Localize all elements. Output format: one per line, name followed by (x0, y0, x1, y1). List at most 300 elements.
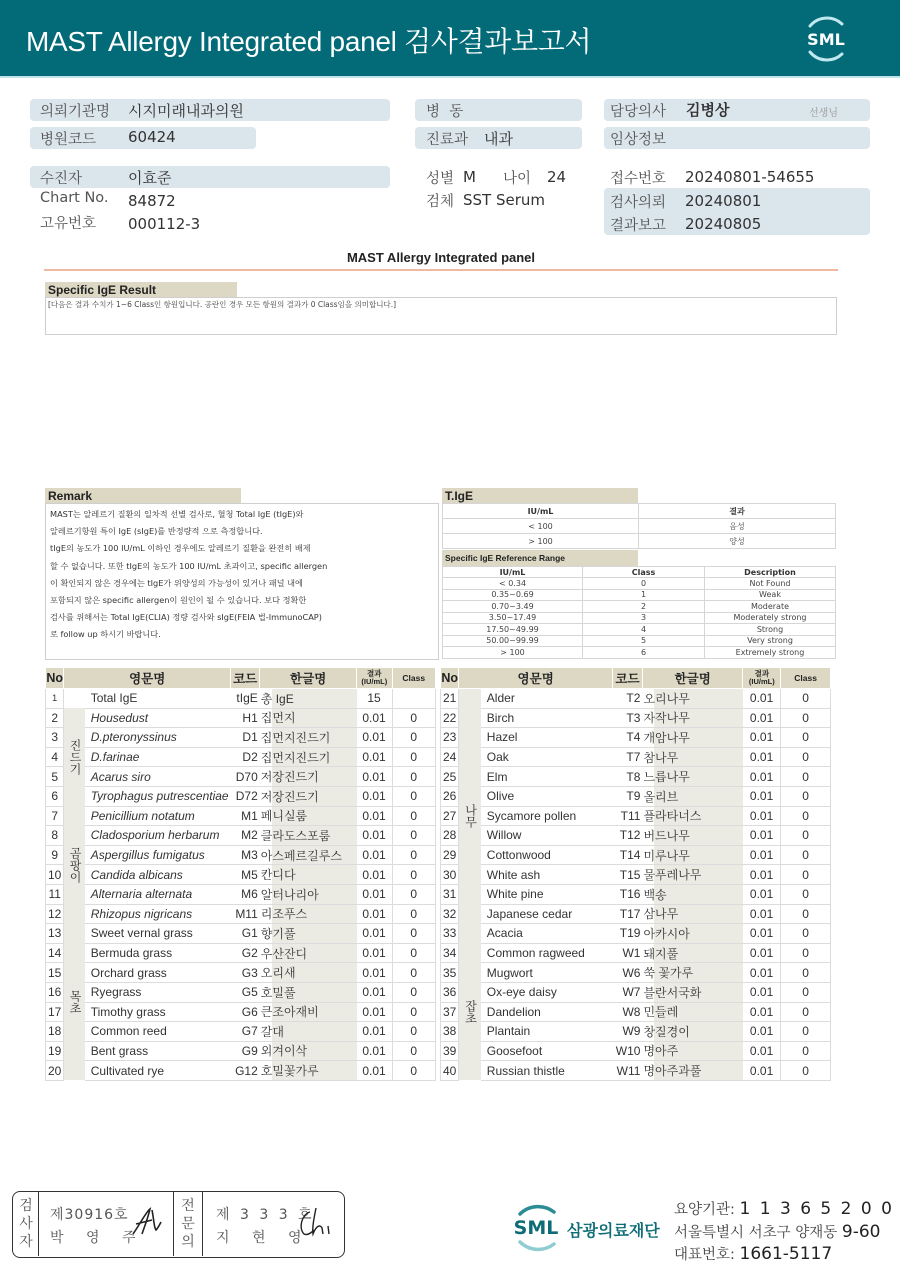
class-value: 0 (392, 826, 435, 846)
table-row (441, 845, 831, 865)
ref-row (443, 578, 836, 590)
header-result-unit: (IU/mL) (748, 677, 775, 686)
table-row (441, 1061, 831, 1081)
institution-label: 의뢰기관명 (40, 104, 111, 120)
table-row (441, 767, 831, 787)
result-value: 0.01 (743, 786, 781, 806)
header-code: 코드 (231, 668, 260, 689)
class-value: 0 (392, 747, 435, 767)
english-name: Birch (481, 708, 613, 728)
examiner-label-cell (13, 1192, 39, 1256)
table-row (441, 1002, 831, 1022)
result-value: 0.01 (357, 865, 392, 885)
row-number: 39 (441, 1041, 459, 1061)
english-name: Alternaria alternata (85, 884, 231, 904)
allergen-code: T14 (612, 845, 642, 865)
table-row (46, 708, 436, 728)
header-english-name: 영문명 (459, 668, 613, 689)
remark-line: 검사를 위해서는 Total IgE(CLIA) 정량 검사와 sIgE(FEIA 법-ImmunoCAP) (50, 612, 322, 623)
class-value: 0 (392, 1041, 435, 1061)
allergen-code: T19 (612, 924, 642, 944)
institution-value: 시지미래내과의원 (128, 102, 244, 120)
result-value: 0.01 (743, 943, 781, 963)
table-row (46, 1002, 436, 1022)
ref-range: 3.50~17.49 (443, 612, 583, 624)
hospital-code-value: 60424 (128, 128, 176, 146)
row-number: 4 (46, 747, 64, 767)
class-value: 0 (781, 904, 831, 924)
row-number: 14 (46, 943, 64, 963)
result-value: 0.01 (357, 747, 392, 767)
korean-name: 호밀꽃가루 (260, 1061, 357, 1081)
header-result (743, 668, 781, 689)
table-row (441, 826, 831, 846)
ref-range: 17.50~49.99 (443, 624, 583, 636)
korean-name: 참나무 (642, 747, 742, 767)
korean-name: 페니실룸 (260, 806, 357, 826)
tige-header-iu: IU/mL (443, 504, 639, 519)
header-no: No (441, 668, 459, 689)
sml-footer-logo-icon (508, 1198, 564, 1258)
row-number: 19 (46, 1041, 64, 1061)
table-row (441, 1022, 831, 1042)
allergen-code: T4 (612, 728, 642, 748)
result-value: 0.01 (743, 826, 781, 846)
result-value: 0.01 (743, 865, 781, 885)
row-number: 29 (441, 845, 459, 865)
korean-name: 민들레 (642, 1002, 742, 1022)
result-value: 0.01 (357, 806, 392, 826)
panel-divider (44, 269, 838, 271)
table-row (441, 982, 831, 1002)
table-row (441, 943, 831, 963)
remark-line: MAST는 알레르기 질환의 일차적 선별 검사로, 혈청 Total IgE (tIgE)와 (50, 509, 304, 519)
institution-code-label: 요양기관: (674, 1202, 735, 1218)
specimen-label: 검체 (426, 194, 455, 210)
korean-name: 집먼지진드기 (260, 728, 357, 748)
allergen-code: T9 (612, 786, 642, 806)
korean-name: 외겨이삭 (260, 1041, 357, 1061)
korean-name: 알터나리아 (260, 884, 357, 904)
allergen-code: G3 (231, 963, 260, 983)
receipt-no-value: 20240801-54655 (685, 168, 815, 186)
specialist-label: 전 문 의 (181, 1198, 195, 1250)
korean-name: 갈대 (260, 1022, 357, 1042)
header-code: 코드 (612, 668, 642, 689)
tige-table (442, 503, 836, 549)
class-value: 0 (392, 924, 435, 944)
korean-name: 향기풀 (260, 924, 357, 944)
row-number: 24 (441, 747, 459, 767)
english-name: Sycamore pollen (481, 806, 613, 826)
ref-row (443, 647, 836, 659)
allergen-code: M6 (231, 884, 260, 904)
english-name: Orchard grass (85, 963, 231, 983)
header-no: No (46, 668, 64, 689)
ref-class: 3 (583, 612, 705, 624)
address (674, 1221, 881, 1242)
header-korean-name: 한글명 (260, 668, 357, 689)
class-value: 0 (392, 982, 435, 1002)
class-value: 0 (781, 982, 831, 1002)
patient-field (30, 166, 390, 188)
table-row (441, 884, 831, 904)
english-name: Elm (481, 767, 613, 787)
remark-line: 포함되지 않은 specific allergen이 원인이 될 수 있습니다. 보다 정확한 (50, 595, 307, 606)
class-value: 0 (781, 963, 831, 983)
hospital-code-label: 병원코드 (40, 132, 97, 148)
allergen-code: G2 (231, 943, 260, 963)
ref-range: 0.35~0.69 (443, 589, 583, 601)
ref-description: Extremely strong (705, 647, 836, 659)
row-number: 31 (441, 884, 459, 904)
table-row (441, 728, 831, 748)
english-name: Acarus siro (85, 767, 231, 787)
english-name: Sweet vernal grass (85, 924, 231, 944)
class-value: 0 (781, 884, 831, 904)
class-value: 0 (392, 728, 435, 748)
ref-class: 2 (583, 601, 705, 613)
korean-name: 명아주 (642, 1041, 742, 1061)
allergen-code: D72 (231, 786, 260, 806)
english-name: D.pteronyssinus (85, 728, 231, 748)
table-row (441, 963, 831, 983)
korean-name: 집먼지진드기 (260, 747, 357, 767)
result-value: 0.01 (743, 747, 781, 767)
allergen-code: T16 (612, 884, 642, 904)
table-row (46, 689, 436, 709)
class-value: 0 (392, 1022, 435, 1042)
allergen-code: G1 (231, 924, 260, 944)
org-name: 삼광의료재단 (567, 1221, 660, 1240)
korean-name: 올리브 (642, 786, 742, 806)
specimen-value: SST Serum (463, 191, 546, 209)
ref-range: < 0.34 (443, 578, 583, 590)
english-name: Total IgE (85, 689, 231, 709)
english-name: Timothy grass (85, 1002, 231, 1022)
english-name: Candida albicans (85, 865, 231, 885)
korean-name: 버드나무 (642, 826, 742, 846)
result-value: 0.01 (357, 845, 392, 865)
table-row (46, 767, 436, 787)
class-value: 0 (781, 708, 831, 728)
table-row (441, 904, 831, 924)
allergen-table-right (440, 667, 831, 1081)
class-value: 0 (781, 865, 831, 885)
sml-logo-icon (800, 12, 852, 66)
allergen-code: W6 (612, 963, 642, 983)
remark-line: 알레르기항원 특이 IgE (sIgE)를 반정량적 으로 측정합니다. (50, 526, 263, 537)
tige-range: < 100 (443, 519, 639, 534)
allergen-code: T8 (612, 767, 642, 787)
allergen-code: G7 (231, 1022, 260, 1042)
request-date-label: 검사의뢰 (610, 195, 667, 211)
korean-name: 백송 (642, 884, 742, 904)
class-value: 0 (392, 1061, 435, 1081)
result-value: 0.01 (743, 924, 781, 944)
english-name: White ash (481, 865, 613, 885)
result-value: 0.01 (357, 904, 392, 924)
report-date-label: 결과보고 (610, 218, 667, 234)
result-value: 0.01 (357, 767, 392, 787)
english-name: Plantain (481, 1022, 613, 1042)
row-number: 1 (46, 689, 64, 709)
class-value: 0 (781, 1041, 831, 1061)
row-number: 5 (46, 767, 64, 787)
allergen-code: T15 (612, 865, 642, 885)
tige-header-result: 결과 (639, 504, 836, 519)
ref-header-description: Description (705, 567, 836, 578)
header-result-label: 결과 (754, 669, 770, 678)
table-row (46, 845, 436, 865)
doctor-suffix: 선생님 (809, 108, 838, 119)
examiner-signature-icon (130, 1206, 166, 1238)
class-value: 0 (392, 943, 435, 963)
korean-name: 클라도스포룸 (260, 826, 357, 846)
allergen-code: G12 (231, 1061, 260, 1081)
clinical-info-label: 임상정보 (610, 132, 667, 148)
row-number: 15 (46, 963, 64, 983)
tige-title: T.IgE (442, 488, 638, 504)
row-number: 16 (46, 982, 64, 1002)
ref-class: 5 (583, 635, 705, 647)
chart-no-label: Chart No. (40, 190, 109, 206)
table-row (441, 786, 831, 806)
phone (674, 1243, 832, 1264)
specialist-name: 지 현 영 (216, 1230, 311, 1246)
row-number: 35 (441, 963, 459, 983)
english-name: Olive (481, 786, 613, 806)
korean-name: 오리나무 (642, 689, 742, 709)
table-row (46, 904, 436, 924)
allergen-table-left (45, 667, 436, 1081)
class-value: 0 (392, 865, 435, 885)
allergen-code: tIgE (231, 689, 260, 709)
class-value: 0 (781, 806, 831, 826)
row-number: 3 (46, 728, 64, 748)
korean-name: 자작나무 (642, 708, 742, 728)
english-name: Oak (481, 747, 613, 767)
tige-result: 양성 (639, 534, 836, 549)
ref-class: 6 (583, 647, 705, 659)
english-name: Tyrophagus putrescentiae (85, 786, 231, 806)
result-value: 0.01 (357, 708, 392, 728)
ref-description: Weak (705, 589, 836, 601)
result-value: 0.01 (743, 767, 781, 787)
unique-no-value: 000112-3 (128, 215, 201, 233)
group-label-trees: 나무 (459, 689, 481, 944)
class-value: 0 (392, 963, 435, 983)
ref-description: Moderate (705, 601, 836, 613)
result-value: 0.01 (357, 982, 392, 1002)
dept-value: 내과 (484, 130, 513, 148)
row-number: 37 (441, 1002, 459, 1022)
examiner-label: 검 사 자 (19, 1198, 33, 1250)
allergen-code: T2 (612, 689, 642, 709)
class-value: 0 (392, 708, 435, 728)
report-header (0, 0, 900, 78)
doctor-value: 김병상 (686, 101, 730, 119)
specialist-label-cell (173, 1192, 203, 1256)
remark-text (46, 504, 438, 646)
row-number: 9 (46, 845, 64, 865)
class-value: 0 (781, 786, 831, 806)
korean-name: 오리새 (260, 963, 357, 983)
tige-row (443, 534, 836, 549)
korean-name: 저장진드기 (260, 786, 357, 806)
result-value: 0.01 (357, 826, 392, 846)
allergen-code: W1 (612, 943, 642, 963)
english-name: Acacia (481, 924, 613, 944)
table-row (46, 826, 436, 846)
result-value: 0.01 (357, 884, 392, 904)
remark-title: Remark (45, 488, 241, 504)
allergen-code: M5 (231, 865, 260, 885)
korean-name: 총 IgE (260, 689, 357, 709)
ref-class: 1 (583, 589, 705, 601)
row-number: 6 (46, 786, 64, 806)
ref-row (443, 601, 836, 613)
class-value: 0 (392, 767, 435, 787)
allergen-code: H1 (231, 708, 260, 728)
header-result-label: 결과 (367, 669, 382, 678)
english-name: Cottonwood (481, 845, 613, 865)
result-value: 0.01 (743, 1022, 781, 1042)
row-number: 7 (46, 806, 64, 826)
ref-row (443, 635, 836, 647)
result-value: 0.01 (743, 728, 781, 748)
result-value: 15 (357, 689, 392, 709)
sex-value: M (463, 168, 476, 186)
remark-box (45, 503, 439, 660)
english-name: Common reed (85, 1022, 231, 1042)
table-row (441, 924, 831, 944)
table-row (441, 865, 831, 885)
specific-ige-title: Specific IgE Result (45, 282, 237, 298)
result-value: 0.01 (357, 1002, 392, 1022)
svg-text:SML: SML (807, 30, 845, 49)
result-value: 0.01 (743, 1002, 781, 1022)
ref-range: 0.70~3.49 (443, 601, 583, 613)
class-value: 0 (781, 1022, 831, 1042)
row-number: 40 (441, 1061, 459, 1081)
result-value: 0.01 (743, 806, 781, 826)
row-number: 21 (441, 689, 459, 709)
allergen-code: G9 (231, 1041, 260, 1061)
english-name: Cultivated rye (85, 1061, 231, 1081)
result-value: 0.01 (743, 884, 781, 904)
english-name: Willow (481, 826, 613, 846)
table-row (46, 1022, 436, 1042)
class-value: 0 (392, 1002, 435, 1022)
report-title: MAST Allergy Integrated panel 검사결과보고서 (26, 26, 592, 57)
table-row (46, 806, 436, 826)
reference-title: Specific IgE Reference Range (442, 550, 638, 566)
ref-description: Strong (705, 624, 836, 636)
header-korean-name: 한글명 (642, 668, 742, 689)
class-value: 0 (781, 728, 831, 748)
row-number: 36 (441, 982, 459, 1002)
group-label-grasses: 목초 (64, 924, 85, 1081)
korean-name: 우산잔디 (260, 943, 357, 963)
remark-line: 할 수 없습니다. 또한 tIgE의 농도가 100 IU/mL 초과이고, specific allergen (50, 560, 328, 571)
row-number: 27 (441, 806, 459, 826)
korean-name: 창질경이 (642, 1022, 742, 1042)
korean-name: 돼지풀 (642, 943, 742, 963)
report-date-value: 20240805 (685, 215, 762, 233)
allergen-code: T17 (612, 904, 642, 924)
row-number: 13 (46, 924, 64, 944)
result-value: 0.01 (357, 1061, 392, 1081)
english-name: Bermuda grass (85, 943, 231, 963)
class-value: 0 (781, 943, 831, 963)
result-value: 0.01 (357, 786, 392, 806)
request-date-value: 20240801 (685, 192, 762, 210)
english-name: Housedust (85, 708, 231, 728)
allergen-code: G5 (231, 982, 260, 1002)
class-value: 0 (781, 1002, 831, 1022)
doctor-label: 담당의사 (610, 104, 667, 120)
group-label-none (64, 689, 85, 709)
allergen-code: W7 (612, 982, 642, 1002)
tige-result: 음성 (639, 519, 836, 534)
result-value: 0.01 (743, 689, 781, 709)
phone-label: 대표번호: (674, 1247, 735, 1263)
remark-line: tIgE의 농도가 100 IU/mL 이하인 경우에도 알레르기 질환을 완전히 배제 (50, 543, 311, 554)
row-number: 30 (441, 865, 459, 885)
allergen-code: D1 (231, 728, 260, 748)
institution-code (674, 1198, 894, 1219)
allergen-code: M1 (231, 806, 260, 826)
phone-value: 1661-5117 (739, 1244, 833, 1264)
row-number: 38 (441, 1022, 459, 1042)
english-name: Aspergillus fumigatus (85, 845, 231, 865)
row-number: 23 (441, 728, 459, 748)
group-label-weeds: 잡초 (459, 943, 481, 1080)
table-row (441, 708, 831, 728)
ref-description: Moderately strong (705, 612, 836, 624)
result-value: 0.01 (357, 963, 392, 983)
patient-label: 수진자 (40, 171, 83, 187)
specialist-license: 제 3 3 3 호 (216, 1207, 315, 1223)
ref-range: > 100 (443, 647, 583, 659)
ref-header-iu: IU/mL (443, 567, 583, 578)
result-value: 0.01 (357, 924, 392, 944)
class-value: 0 (781, 845, 831, 865)
dept-label: 진료과 (426, 132, 469, 148)
english-name: Rhizopus nigricans (85, 904, 231, 924)
result-value: 0.01 (357, 1041, 392, 1061)
group-label-molds: 곰팡이 (64, 806, 85, 924)
english-name: Russian thistle (481, 1061, 613, 1081)
allergen-code: W10 (612, 1041, 642, 1061)
result-value: 0.01 (743, 963, 781, 983)
allergen-code: M2 (231, 826, 260, 846)
ref-row (443, 589, 836, 601)
allergen-code: G6 (231, 1002, 260, 1022)
korean-name: 플라타너스 (642, 806, 742, 826)
row-number: 11 (46, 884, 64, 904)
allergen-code: T12 (612, 826, 642, 846)
class-value: 0 (392, 806, 435, 826)
ward-label: 병 동 (426, 104, 464, 120)
class-value: 0 (781, 689, 831, 709)
ref-description: Very strong (705, 635, 836, 647)
result-value: 0.01 (743, 1041, 781, 1061)
result-value: 0.01 (743, 982, 781, 1002)
tige-range: > 100 (443, 534, 639, 549)
korean-name: 느릅나무 (642, 767, 742, 787)
